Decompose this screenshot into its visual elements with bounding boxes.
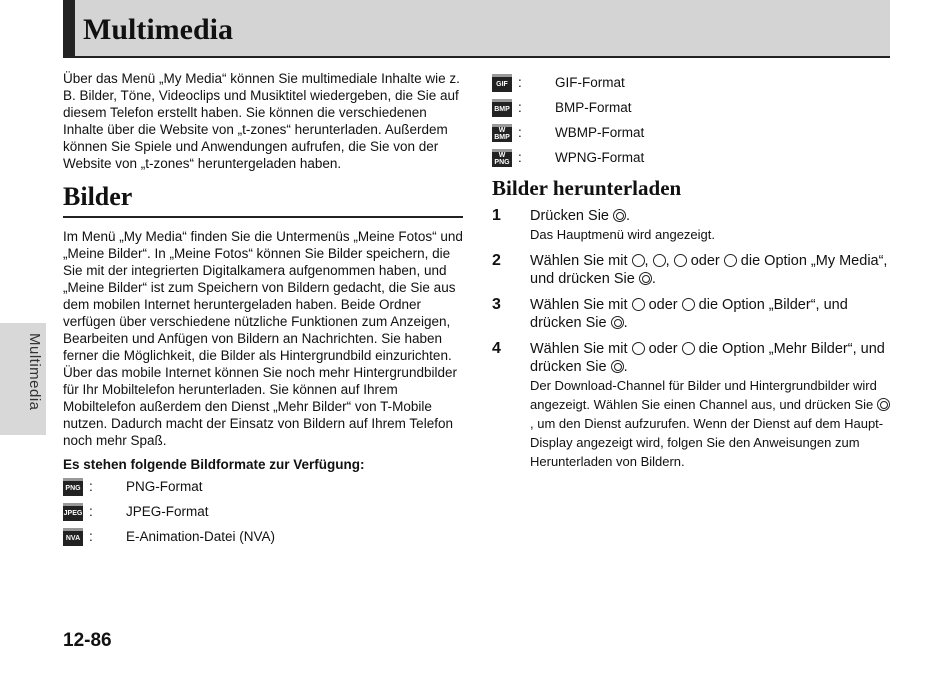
page-header xyxy=(63,0,890,58)
header-accent-bar xyxy=(63,0,75,58)
nva-icon: NVA xyxy=(63,528,83,546)
nav-down-icon xyxy=(682,298,695,311)
page-number: 12-86 xyxy=(63,630,112,651)
section-title-bilder: Bilder xyxy=(63,182,463,218)
gif-icon: GIF xyxy=(492,74,512,92)
format-label: BMP-Format xyxy=(555,100,632,115)
step-note: Der Download-Channel für Bilder und Hintergrundbilder wird angezeigt. Wählen Sie einen Channel aus, und drücken Sie , um den Dienst aufzurufen. Wenn der Dienst auf dem Haupt-Display angezeigt wird, folgen Sie den Anweisungen zum Herunterladen von Bildern. xyxy=(530,376,892,471)
nav-up-icon xyxy=(632,342,645,355)
ok-key-icon xyxy=(613,209,626,222)
format-item-wbmp: W BMP : WBMP-Format xyxy=(492,120,892,145)
format-label: E-Animation-Datei (NVA) xyxy=(126,529,276,544)
format-label: PNG-Format xyxy=(126,479,203,494)
nav-down-icon xyxy=(653,254,666,267)
nav-up-icon xyxy=(632,254,645,267)
intro-paragraph: Über das Menü „My Media“ können Sie multimediale Inhalte wie z. B. Bilder, Töne, Videoclips und Musiktitel wiedergeben, die Sie auf diesem Telefon erstellt haben. Sie können die verschiedenen Inhalte über die Website von „t-zones“ herunterladen. Außerdem können Sie Spiele und Anwendungen aufrufen, die Sie von der Website von „t-zones“ heruntergeladen haben. xyxy=(63,71,460,171)
step-note: Das Hauptmenü wird angezeigt. xyxy=(530,227,715,242)
step-3: 3 Wählen Sie mit oder die Option „Bilder“, und drücken Sie . xyxy=(492,296,848,331)
step-1: 1 Drücken Sie . Das Hauptmenü wird angezeigt. xyxy=(492,207,892,244)
download-title: Bilder herunterladen xyxy=(492,176,682,200)
format-item-jpeg: JPEG : JPEG-Format xyxy=(63,504,209,519)
format-label: WPNG-Format xyxy=(555,150,645,165)
ok-key-icon xyxy=(877,398,890,411)
side-tab-label: Multimedia xyxy=(26,333,43,411)
format-item-bmp: BMP : BMP-Format xyxy=(492,95,892,120)
ok-key-icon xyxy=(611,316,624,329)
ok-key-icon xyxy=(611,360,624,373)
left-column xyxy=(63,70,463,549)
side-tab xyxy=(0,323,46,435)
nav-down-icon xyxy=(682,342,695,355)
bmp-icon: BMP xyxy=(492,99,512,117)
png-icon: PNG xyxy=(63,478,83,496)
format-item-png: PNG : PNG-Format xyxy=(63,474,463,499)
nav-right-icon xyxy=(724,254,737,267)
format-item-nva: NVA : E-Animation-Datei (NVA) xyxy=(63,524,463,549)
wpng-icon: W PNG xyxy=(492,149,512,167)
format-item-wpng: W PNG : WPNG-Format xyxy=(492,145,892,170)
page-title: Multimedia xyxy=(83,13,233,46)
step-number: 3 xyxy=(492,296,501,313)
wbmp-icon: W BMP xyxy=(492,124,512,142)
nav-up-icon xyxy=(632,298,645,311)
step-4: 4 Wählen Sie mit oder die Option „Mehr Bilder“, und drücken Sie . Der Download-Channel für Bilder und Hintergrundbilder wird angezeigt. Wählen Sie einen Channel aus, und drücken Sie , um den Dienst aufzurufen. Wenn der Dienst auf dem Haupt-Display angezeigt wird, folgen Sie den Anweisungen zum Herunterladen von Bildern. xyxy=(492,340,892,471)
formats-heading: Es stehen folgende Bildformate zur Verfügung: xyxy=(63,457,365,472)
ok-key-icon xyxy=(639,272,652,285)
step-number: 2 xyxy=(492,252,501,269)
step-2: 2 Wählen Sie mit , , oder die Option „My Media“, und drücken Sie . xyxy=(492,252,888,287)
right-column xyxy=(492,70,892,479)
format-label: WBMP-Format xyxy=(555,125,645,140)
format-item-gif: GIF : GIF-Format xyxy=(492,70,892,95)
bilder-paragraph: Im Menü „My Media“ finden Sie die Untermenüs „Meine Fotos“ und „Meine Bilder“. In „Meine Fotos“ können Sie Bilder speichern, die Sie mit der integrierten Digitalkamera aufgenommen haben, und „Meine Bilder“ ist zum Speichern von Bildern gedacht, die Sie aus dem mobilen Internet heruntergeladen haben. Beide Ordner verfügen über verschiedene nützliche Funktionen zum Anzeigen, Bearbeiten und Anfügen von Bildern an Nachrichten. Sie haben ferner die Möglichkeit, die Bilder als Hintergrundbild einzurichten. Über das mobile Internet können Sie noch mehr Hintergrundbilder für Ihr Mobiltelefon herunterladen. Sie können auf Ihrem Mobiltelefon außerdem den Dienst „Mehr Bilder“ von T-Mobile nutzen. Dadurch macht der Einsatz von Bildern auf Ihrem Telefon noch mehr Spaß. xyxy=(63,229,463,448)
nav-left-icon xyxy=(674,254,687,267)
step-number: 1 xyxy=(492,207,501,224)
format-label: JPEG-Format xyxy=(126,504,209,519)
step-number: 4 xyxy=(492,340,501,357)
format-label: GIF-Format xyxy=(555,75,625,90)
jpeg-icon: JPEG xyxy=(63,503,83,521)
